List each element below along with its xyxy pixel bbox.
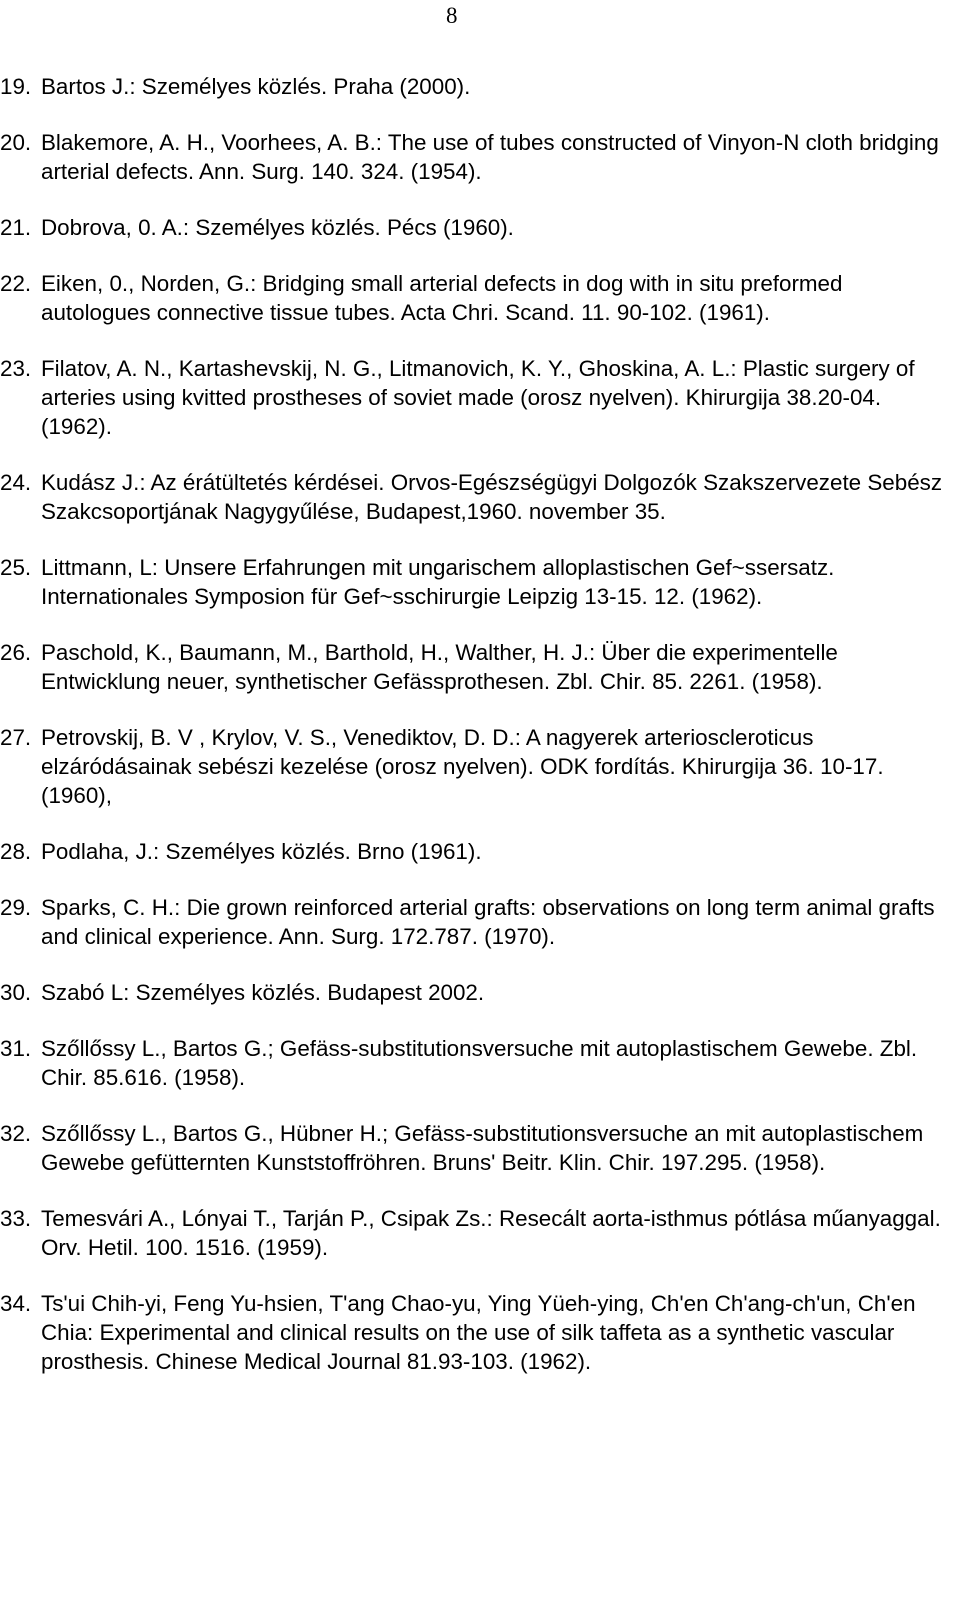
reference-item [0,978,960,1007]
reference-text: Filatov, A. N., Kartashevskij, N. G., Litmanovich, K. Y., Ghoskina, A. L.: Plastic surgery of arteries using kvitted prostheses of soviet made (orosz nyelven). Khirurgija 38.20-04. (1962). [41,356,915,439]
reference-item [0,468,960,526]
reference-number: 23. [0,356,32,381]
reference-item [0,638,960,696]
reference-text: Szabó L: Személyes közlés. Budapest 2002. [41,980,485,1005]
reference-number: 21. [0,215,32,240]
reference-number: 26. [0,640,32,665]
reference-text: Paschold, K., Baumann, M., Barthold, H., Walther, H. J.: Über die experimentelle Entwicklung neuer, synthetischer Gefässprothesen. Zbl. Chir. 85. 2261. (1958). [41,640,838,694]
reference-number: 28. [0,839,32,864]
reference-number: 31. [0,1036,32,1061]
reference-text: Blakemore, A. H., Voorhees, A. B.: The use of tubes constructed of Vinyon-N cloth bridging arterial defects. Ann. Surg. 140. 324. (1954). [41,130,939,184]
reference-number: 27. [0,725,32,750]
reference-number: 30. [0,980,32,1005]
reference-item [0,269,960,327]
reference-item [0,893,960,951]
reference-number: 32. [0,1121,32,1146]
reference-item [0,837,960,866]
reference-number: 29. [0,895,32,920]
reference-text: Podlaha, J.: Személyes közlés. Brno (1961). [41,839,482,864]
page-number: 8 [446,3,458,28]
reference-text: Littmann, L: Unsere Erfahrungen mit ungarischem alloplastischen Gef~ssersatz. Internationales Symposion für Gef~sschirurgie Leipzig 13-15. 12. (1962). [41,555,835,609]
reference-text: Kudász J.: Az érátültetés kérdései. Orvos-Egészségügyi Dolgozók Szakszervezete Sebész Szakcsoportjának Nagygyűlése, Budapest,1960. november 35. [41,470,943,524]
reference-text: Ts'ui Chih-yi, Feng Yu-hsien, T'ang Chao-yu, Ying Yüeh-ying, Ch'en Ch'ang-ch'un, Ch'en Chia: Experimental and clinical results on the use of silk taffeta as a synthetic vascular prosthesis. Chinese Medical Journal 81.93-103. (1962). [41,1291,916,1374]
reference-item [0,213,960,242]
reference-item [0,128,960,186]
reference-item [0,72,960,101]
reference-number: 22. [0,271,32,296]
reference-text: Sparks, C. H.: Die grown reinforced arterial grafts: observations on long term animal grafts and clinical experience. Ann. Surg. 172.787. (1970). [41,895,935,949]
reference-number: 20. [0,130,32,155]
reference-item [0,723,960,810]
reference-item [0,354,960,441]
reference-text: Bartos J.: Személyes közlés. Praha (2000). [41,74,471,99]
reference-number: 34. [0,1291,32,1316]
reference-number: 25. [0,555,32,580]
reference-text: Dobrova, 0. A.: Személyes közlés. Pécs (1960). [41,215,514,240]
reference-number: 33. [0,1206,32,1231]
reference-text: Eiken, 0., Norden, G.: Bridging small arterial defects in dog with in situ preformed autologues connective tissue tubes. Acta Chri. Scand. 11. 90-102. (1961). [41,271,843,325]
reference-text: Szőllőssy L., Bartos G.; Gefäss-substitutionsversuche mit autoplastischem Gewebe. Zbl. Chir. 85.616. (1958). [41,1036,918,1090]
reference-list [0,72,960,1403]
reference-item [0,1119,960,1177]
reference-text: Szőllőssy L., Bartos G., Hübner H.; Gefäss-substitutionsversuche an mit autoplastischem Gewebe gefütternten Kunststoffröhren. Bruns' Beitr. Klin. Chir. 197.295. (1958). [41,1121,924,1175]
reference-number: 24. [0,470,32,495]
reference-item [0,1289,960,1376]
reference-number: 19. [0,74,32,99]
reference-item [0,553,960,611]
reference-text: Petrovskij, B. V , Krylov, V. S., Venediktov, D. D.: A nagyerek arterioscleroticus elzáródásainak sebészi kezelése (orosz nyelven). ODK fordítás. Khirurgija 36. 10-17. (1960), [41,725,884,808]
reference-item [0,1034,960,1092]
reference-text: Temesvári A., Lónyai T., Tarján P., Csipak Zs.: Resecált aorta-isthmus pótlása műanyaggal. Orv. Hetil. 100. 1516. (1959). [41,1206,941,1260]
reference-item [0,1204,960,1262]
